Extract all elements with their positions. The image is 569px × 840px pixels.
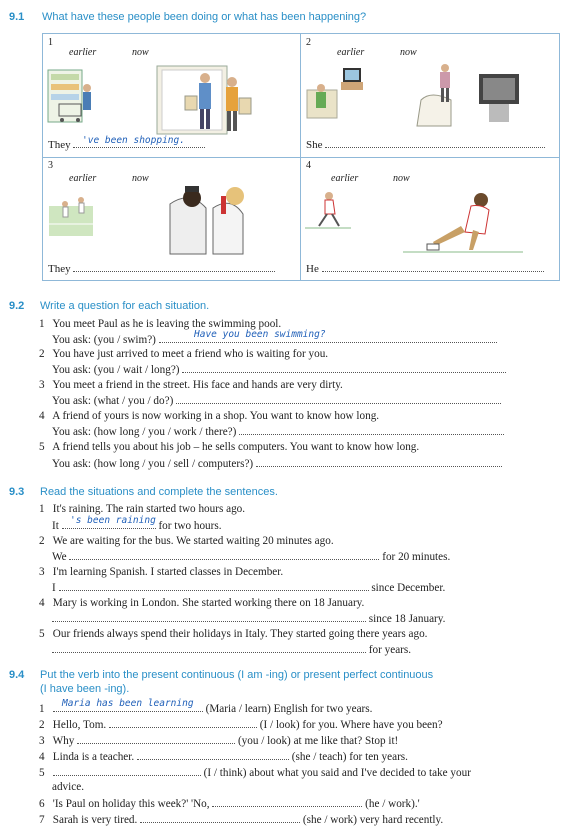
sentence-end: (you / look) at me like that? Stop it! (237, 735, 399, 747)
situation-line (39, 566, 283, 579)
sentence-line (39, 797, 420, 811)
sentence-line (39, 750, 408, 764)
item-number: 7 (39, 814, 45, 826)
answer-field[interactable] (69, 550, 379, 560)
subject: He (306, 263, 319, 275)
exercise-title: What have these people been doing or what has been happening? (42, 11, 367, 23)
situation-line (39, 535, 334, 548)
subject: They (48, 139, 71, 151)
picture-grid (42, 33, 560, 281)
sentence-continuation: advice. (52, 781, 84, 793)
item-number: 3 (39, 566, 45, 578)
now-label: now (400, 47, 417, 58)
shopping-illustration (45, 60, 300, 138)
answer-field[interactable] (59, 581, 369, 591)
panel-number: 3 (48, 160, 53, 171)
sentence-line (39, 766, 471, 780)
situation-text: You have just arrived to meet a friend who is waiting for you. (52, 348, 329, 360)
sentence-line (39, 734, 398, 748)
situation-text: It's raining. The rain started two hours ago. (52, 503, 246, 515)
answer-field[interactable] (52, 612, 366, 622)
handwritten-answer: 's been raining (70, 515, 156, 526)
situation-text: I'm learning Spanish. I started classes in December. (52, 566, 284, 578)
situation-text: We are waiting for the bus. We started waiting 20 minutes ago. (52, 535, 334, 547)
answer-field[interactable] (109, 718, 257, 728)
answer-field[interactable] (182, 363, 506, 373)
prompt-line (52, 394, 501, 408)
now-label: now (132, 47, 149, 58)
situation-line (39, 410, 379, 423)
sentence-end: (Maria / learn) English for two years. (205, 703, 373, 715)
exercise-number: 9.4 (9, 669, 25, 681)
item-number: 4 (39, 410, 45, 422)
item-number: 2 (39, 348, 45, 360)
answer-field[interactable] (140, 813, 300, 823)
sentence-end: (I / look) for you. Where have you been? (259, 719, 443, 731)
item-number: 3 (39, 379, 45, 391)
subject: She (306, 139, 323, 151)
sentence-start: Sarah is very tired. (52, 814, 138, 826)
answer-field[interactable] (137, 750, 289, 760)
situation-text: Mary is working in London. She started working there on 18 January. (52, 597, 365, 609)
answer-field[interactable] (73, 262, 275, 272)
item-number: 1 (39, 703, 45, 715)
panel-number: 2 (306, 37, 311, 48)
answer-line-4 (306, 262, 544, 275)
situation-text: Our friends always spend their holidays in Italy. They started going there years ago. (52, 628, 428, 640)
situation-line (39, 348, 328, 361)
answer-field[interactable] (176, 394, 501, 404)
tv-illustration (303, 60, 558, 138)
prompt-line (52, 363, 506, 377)
sentence-end: for two hours. (158, 520, 222, 532)
sentence-start: Linda is a teacher. (52, 751, 135, 763)
earlier-label: earlier (331, 173, 359, 184)
prompt-text: You ask: (you / wait / long?) (52, 364, 180, 376)
sentence-start: I (52, 582, 56, 594)
sentence-end: (he / work).' (365, 798, 420, 810)
completion-line (52, 550, 450, 564)
answer-field[interactable] (325, 138, 545, 148)
item-number: 6 (39, 798, 45, 810)
answer-field[interactable] (256, 457, 502, 467)
sentence-start: It (52, 520, 59, 532)
sentence-end: (she / teach) for ten years. (291, 751, 408, 763)
running-illustration (303, 186, 558, 258)
subject: They (48, 263, 71, 275)
item-number: 2 (39, 719, 45, 731)
now-label: now (132, 173, 149, 184)
panel-number: 4 (306, 160, 311, 171)
item-number: 1 (39, 318, 45, 330)
exercise-title-cont: (I have been -ing). (40, 683, 130, 695)
sentence-line (39, 718, 443, 732)
situation-text: A friend of yours is now working in a shop. You want to know how long. (52, 410, 380, 422)
item-number: 5 (39, 628, 45, 640)
sentence-start: Why (52, 735, 75, 747)
item-number: 3 (39, 735, 45, 747)
exercise-number: 9.2 (9, 300, 25, 312)
exercise-number: 9.1 (9, 11, 25, 23)
prompt-line (52, 425, 504, 439)
completion-line (52, 612, 445, 626)
answer-field[interactable] (77, 734, 235, 744)
completion-line (52, 581, 445, 595)
sentence-start: Hello, Tom. (52, 719, 107, 731)
prompt-text: You ask: (how long / you / work / there?) (52, 426, 237, 438)
exercise-number: 9.3 (9, 486, 25, 498)
item-number: 5 (39, 441, 45, 453)
exercise-title: Write a question for each situation. (40, 300, 210, 312)
answer-field[interactable] (322, 262, 544, 272)
item-number: 5 (39, 767, 45, 779)
panel-1 (43, 34, 300, 157)
exercise-title: Put the verb into the present continuous (I am -ing) or present perfect continuous (40, 669, 434, 681)
sentence-end: since December. (371, 582, 446, 594)
item-number: 1 (39, 503, 45, 515)
answer-field[interactable] (239, 425, 504, 435)
situation-line (39, 628, 427, 641)
sentence-line (39, 813, 443, 827)
answer-field[interactable] (212, 797, 362, 807)
situation-text: You meet Paul as he is leaving the swimming pool. (52, 318, 282, 330)
panel-2 (301, 34, 559, 157)
handwritten-answer: 've been shopping. (82, 135, 185, 146)
situation-text: A friend tells you about his job – he sells computers. You want to know how long. (52, 441, 420, 453)
prompt-text: You ask: (you / swim?) (52, 334, 156, 346)
panel-3 (43, 158, 300, 280)
panel-4 (301, 158, 559, 280)
sentence-start: We (52, 551, 67, 563)
prompt-text: You ask: (what / you / do?) (52, 395, 174, 407)
situation-text: You meet a friend in the street. His face and hands are very dirty. (52, 379, 343, 391)
sentence-end: (she / work) very hard recently. (302, 814, 444, 826)
prompt-line (52, 457, 502, 471)
answer-line-3 (48, 262, 275, 275)
item-number: 4 (39, 597, 45, 609)
tennis-illustration (45, 186, 300, 258)
handwritten-answer: Have you been swimming? (194, 329, 326, 340)
answer-field[interactable] (53, 766, 201, 776)
answer-field[interactable] (52, 643, 366, 653)
handwritten-answer: Maria has been learning (62, 698, 194, 709)
item-number: 4 (39, 751, 45, 763)
item-number: 2 (39, 535, 45, 547)
earlier-label: earlier (69, 47, 97, 58)
earlier-label: earlier (69, 173, 97, 184)
sentence-end: since 18 January. (368, 613, 446, 625)
completion-line (52, 643, 411, 657)
sentence-end: for years. (368, 644, 412, 656)
situation-line (39, 441, 419, 454)
sentence-end: for 20 minutes. (382, 551, 451, 563)
panel-number: 1 (48, 37, 53, 48)
sentence-end: (I / think) about what you said and I've decided to take your (203, 767, 471, 779)
now-label: now (393, 173, 410, 184)
situation-line (39, 597, 364, 610)
situation-line (39, 379, 343, 392)
exercise-title: Read the situations and complete the sentences. (40, 486, 278, 498)
sentence-start: 'Is Paul on holiday this week?' 'No, (52, 798, 210, 810)
prompt-text: You ask: (how long / you / sell / computers?) (52, 458, 254, 470)
earlier-label: earlier (337, 47, 365, 58)
answer-line-2 (306, 138, 545, 151)
